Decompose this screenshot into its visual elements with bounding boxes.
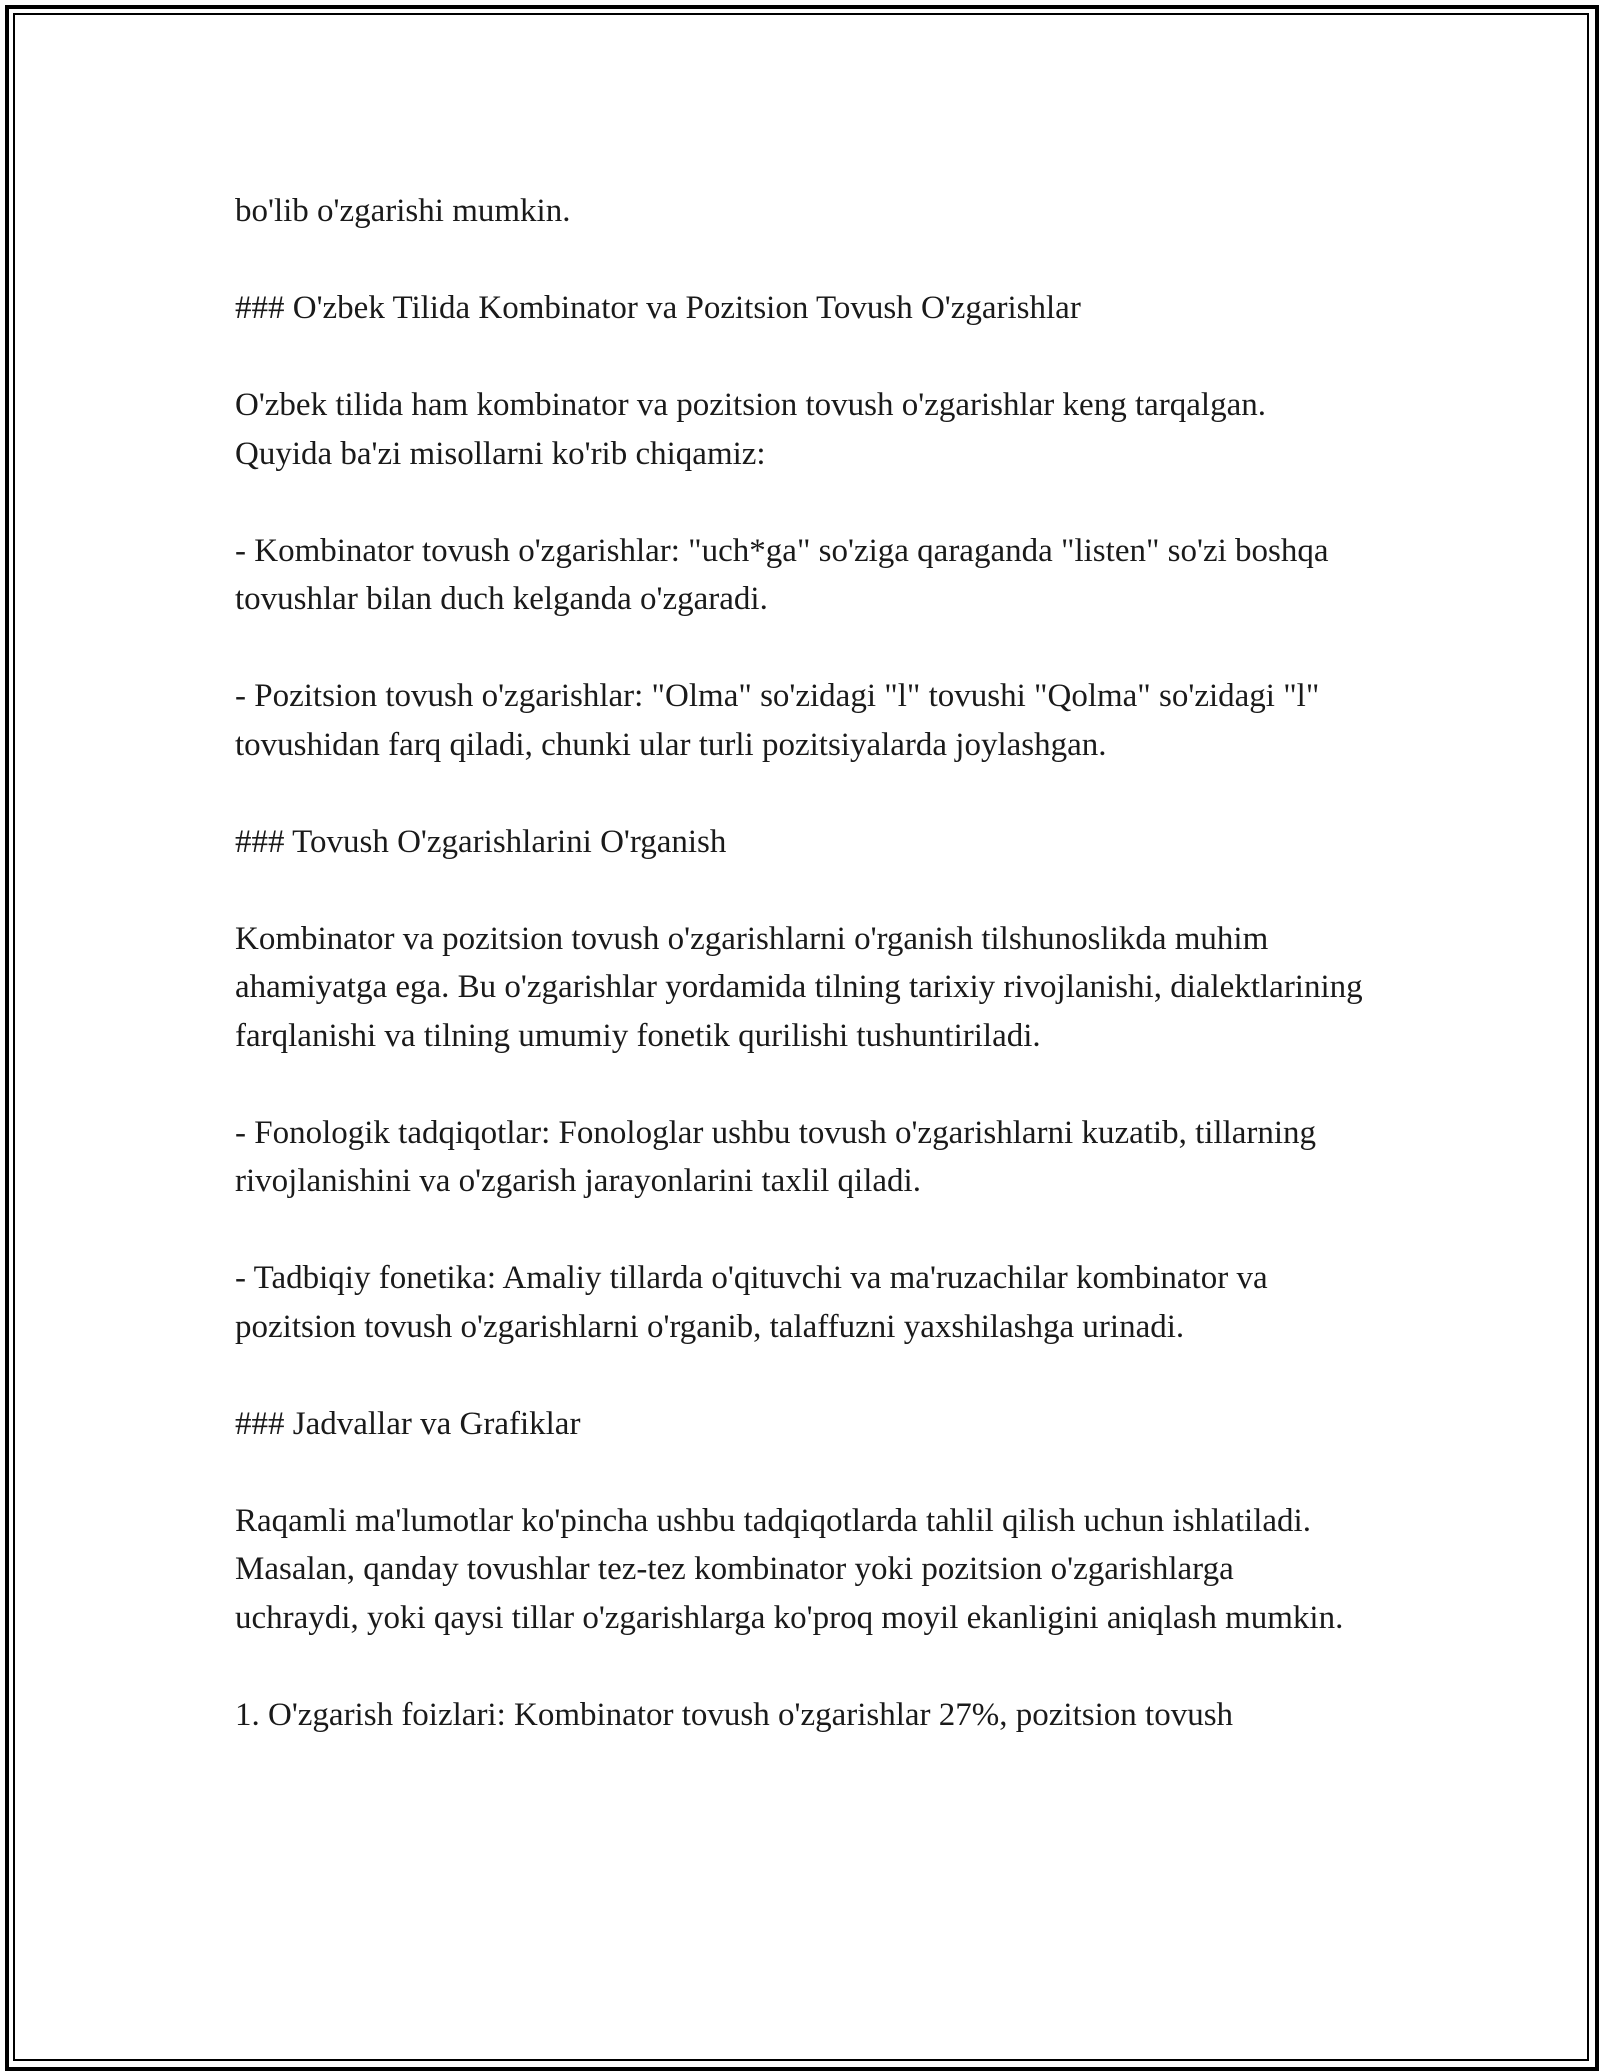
list-item-combinatory-changes: - Kombinator tovush o'zgarishlar: "uch*ga" so'ziga qaraganda "listen" so'zi boshqa tovushlar bilan duch kelganda o'zgaradi. [235, 532, 1329, 617]
document-body [235, 187, 1365, 1739]
section-heading-uzbek-sound-changes: ### O'zbek Tilida Kombinator va Pozitsion Tovush O'zgarishlar [235, 290, 1081, 326]
paragraph-importance: Kombinator va pozitsion tovush o'zgarishlarni o'rganish tilshunoslikda muhim ahamiyatga ega. Bu o'zgarishlar yordamida tilning tarixiy rivojlanishi, dialektlarining farqlanishi va tilning umumiy fonetik qurilishi tushuntiriladi. [235, 920, 1363, 1054]
paragraph-numeric-data: Raqamli ma'lumotlar ko'pincha ushbu tadqiqotlarda tahlil qilish uchun ishlatiladi. Masalan, qanday tovushlar tez-tez kombinator yoki pozitsion o'zgarishlarga uchraydi, yoki qaysi tillar o'zgarishlarga ko'proq moyil ekanligini aniqlash mumkin. [235, 1502, 1344, 1636]
list-item-applied-phonetics: - Tadbiqiy fonetika: Amaliy tillarda o'qituvchi va ma'ruzachilar kombinator va pozitsion tovush o'zgarishlarni o'rganib, talaffuzni yaxshilashga urinadi. [235, 1260, 1268, 1345]
section-heading-studying-changes: ### Tovush O'zgarishlarini O'rganish [235, 823, 727, 860]
paragraph-intro-uzbek: O'zbek tilida ham kombinator va pozitsion tovush o'zgarishlar keng tarqalgan. Quyida ba'zi misollarni ko'rib chiqamiz: [235, 387, 1266, 472]
section-heading-tables-charts: ### Jadvallar va Grafiklar [235, 1405, 581, 1442]
paragraph-continuation: bo'lib o'zgarishi mumkin. [235, 193, 571, 229]
list-item-phonological-research: - Fonologik tadqiqotlar: Fonologlar ushbu tovush o'zgarishlarni kuzatib, tillarning rivojlanishini va o'zgarish jarayonlarini taxlil qiladi. [235, 1114, 1317, 1199]
list-item-positional-changes: - Pozitsion tovush o'zgarishlar: "Olma" so'zidagi "l" tovushi "Qolma" so'zidagi "l" tovushidan farq qiladi, chunki ular turli pozitsiyalarda joylashgan. [235, 678, 1320, 763]
list-item-change-percentages: 1. O'zgarish foizlari: Kombinator tovush o'zgarishlar 27%, pozitsion tovush [235, 1696, 1234, 1733]
